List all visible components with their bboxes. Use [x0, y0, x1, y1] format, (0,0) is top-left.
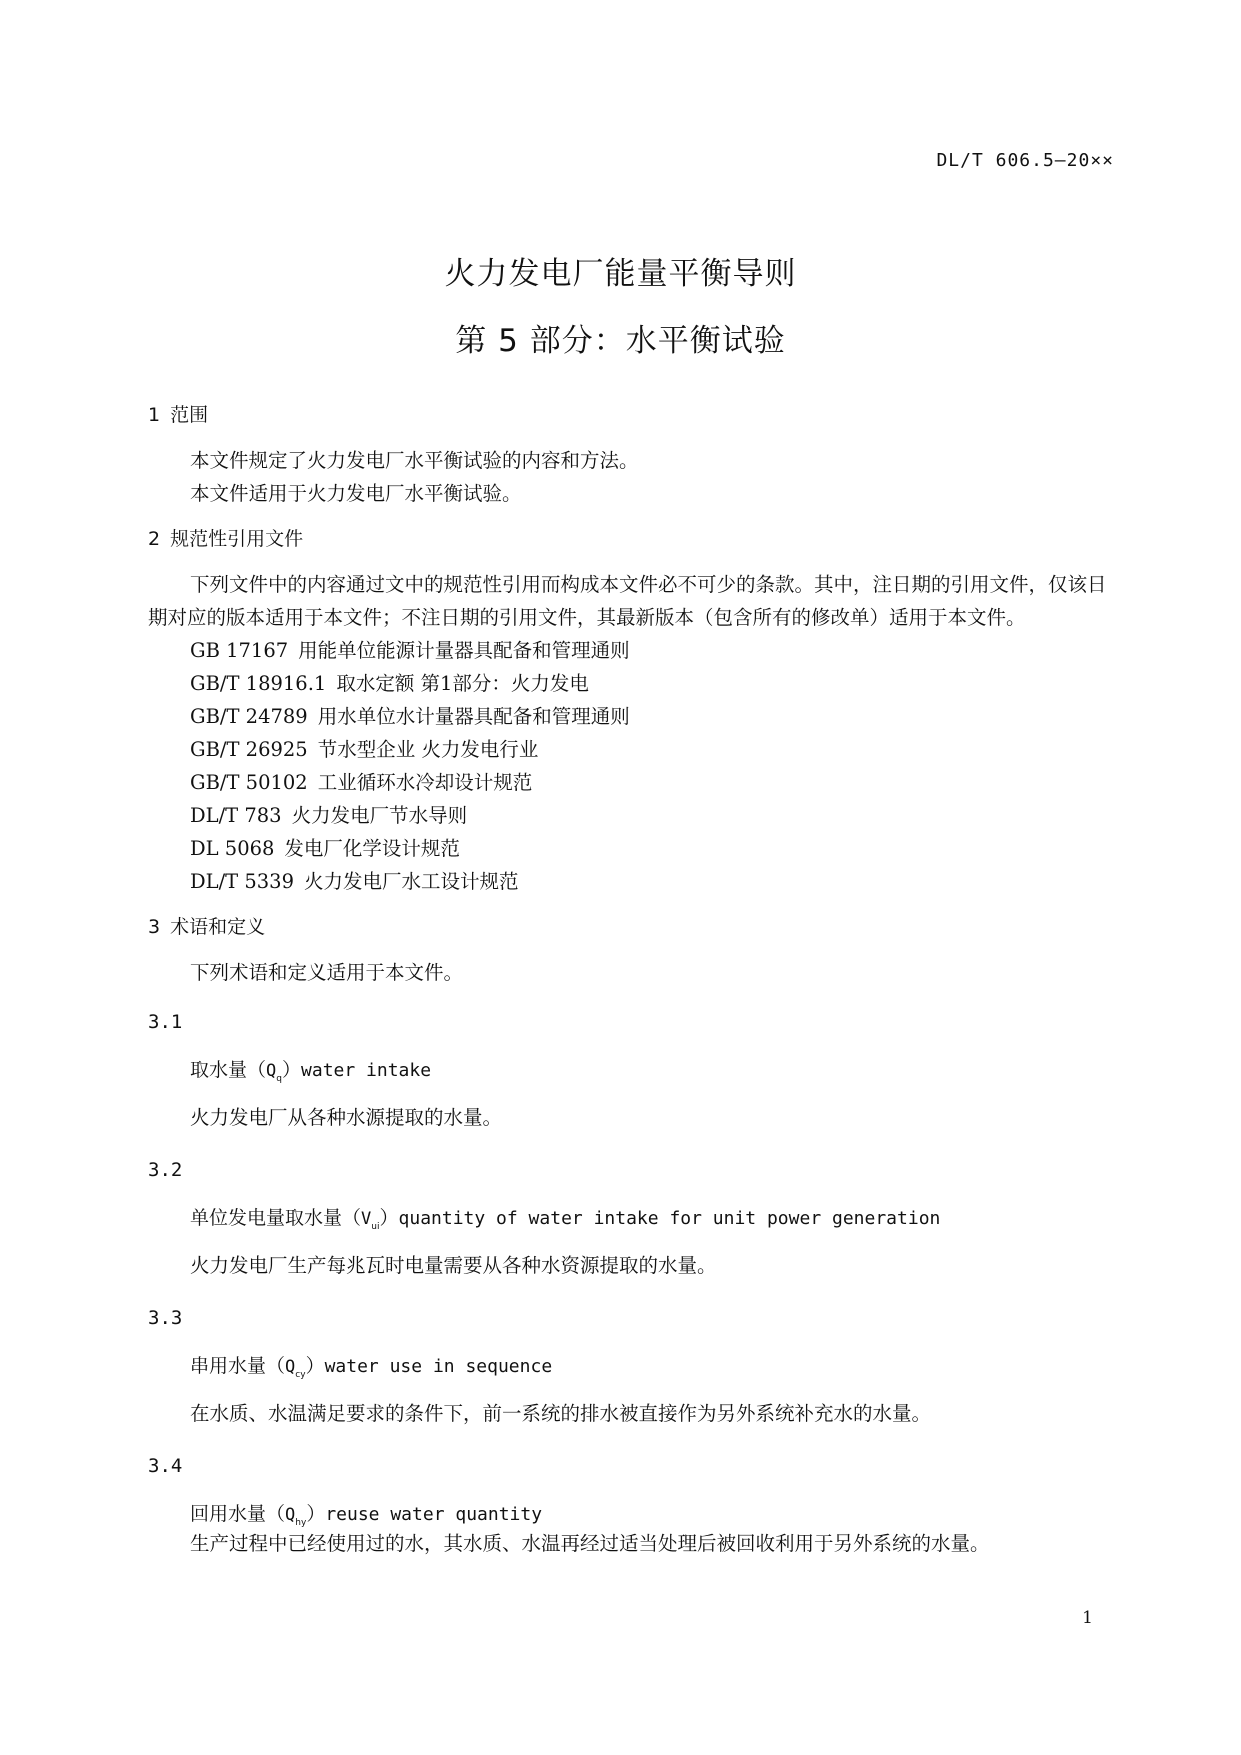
term-heading: 串用水量$(Q_{cy})water$ use in sequence: [190, 1355, 553, 1380]
page-number: 1: [1082, 1608, 1093, 1628]
term-heading: 回用水量$(Q_{hy})reuse$ water quantity: [190, 1503, 543, 1528]
term-number: 3.3: [148, 1307, 183, 1329]
reference-title: 发电厂化学设计规范: [284, 837, 460, 860]
reference-item: [148, 865, 1113, 898]
term-heading: 取水量$(Q_q)water$ intake: [190, 1059, 432, 1084]
section-title: 术语和定义: [170, 916, 266, 938]
section-number: 3: [148, 916, 161, 938]
term-symbol-subscript: hy: [295, 1517, 307, 1528]
reference-item: [148, 733, 1113, 766]
reference-code: GB 17167: [190, 639, 289, 662]
paragraph: 下列术语和定义适用于本文件。: [190, 961, 464, 984]
term-heading: 单位发电量取水量$(V_{ui})quantity$ of water intake for unit power generation: [190, 1207, 941, 1232]
reference-code: GB/T 26925: [190, 738, 308, 761]
section-heading-normative-references: [148, 522, 1113, 556]
section-number: 2: [148, 528, 161, 550]
term-chinese: 单位发电量取水量: [190, 1207, 343, 1229]
section-title: 规范性引用文件: [170, 528, 304, 550]
term-chinese: 取水量: [190, 1059, 248, 1081]
document-title: 火力发电厂能量平衡导则: [444, 256, 797, 292]
reference-title: 用水单位水计量器具配备和管理通则: [317, 705, 630, 728]
reference-title: 取水定额 第1部分：火力发电: [336, 672, 589, 695]
term-english: quantity of water intake for unit power generation: [398, 1208, 941, 1229]
term-english: reuse water quantity: [325, 1504, 543, 1525]
reference-code: DL/T 5339: [190, 870, 294, 893]
term-chinese: 串用水量: [190, 1355, 267, 1377]
reference-title: 用能单位能源计量器具配备和管理通则: [298, 639, 630, 662]
term-symbol: Q: [285, 1357, 296, 1377]
term-symbol-subscript: cy: [295, 1369, 306, 1380]
term-english: water use in sequence: [324, 1356, 553, 1377]
term-definition: 在水质、水温满足要求的条件下，前一系统的排水被直接作为另外系统补充水的水量。: [190, 1402, 932, 1425]
term-number: 3.4: [148, 1455, 183, 1477]
reference-item: [148, 832, 1113, 865]
term-symbol-subscript: ui: [371, 1221, 380, 1232]
reference-title: 火力发电厂节水导则: [291, 804, 468, 827]
term-symbol-subscript: q: [276, 1073, 282, 1084]
reference-item: [148, 700, 1113, 733]
document-body: [148, 398, 1113, 1559]
reference-title: 工业循环水冷却设计规范: [317, 771, 533, 794]
reference-title: 火力发电厂水工设计规范: [303, 870, 519, 893]
reference-code: DL 5068: [190, 837, 275, 860]
reference-item: [148, 667, 1113, 700]
term-symbol: Q: [266, 1061, 277, 1081]
document-subtitle: 第 5 部分：水平衡试验: [455, 323, 786, 359]
paragraph: 本文件适用于火力发电厂水平衡试验。: [190, 482, 522, 505]
term-number: 3.1: [148, 1011, 183, 1033]
paragraph: 本文件规定了火力发电厂水平衡试验的内容和方法。: [190, 449, 639, 472]
reference-code: GB/T 24789: [190, 705, 308, 728]
term-chinese: 回用水量: [190, 1503, 267, 1525]
term-definition: 火力发电厂生产每兆瓦时电量需要从各种水资源提取的水量。: [190, 1254, 717, 1277]
reference-item: [148, 634, 1113, 667]
reference-code: GB/T 50102: [190, 771, 308, 794]
reference-code: DL/T 783: [190, 804, 282, 827]
section-title: 范围: [170, 404, 209, 426]
reference-title: 节水型企业 火力发电行业: [317, 738, 539, 761]
reference-item: [148, 799, 1113, 832]
section-heading-scope: [148, 398, 1113, 432]
term-definition: 火力发电厂从各种水源提取的水量。: [190, 1106, 503, 1129]
section-number: 1: [148, 404, 161, 426]
term-symbol: Q: [285, 1505, 296, 1525]
paragraph: 下列文件中的内容通过文中的规范性引用而构成本文件必不可少的条款。其中，注日期的引用文件，仅该日期对应的版本适用于本文件；不注日期的引用文件，其最新版本（包含所有的修改单）适用于本文件。: [148, 573, 1107, 629]
section-heading-terms-definitions: [148, 910, 1113, 944]
term-symbol: V: [361, 1209, 372, 1229]
term-english: water intake: [301, 1060, 432, 1081]
reference-code: GB/T 18916.1: [190, 672, 327, 695]
term-number: 3.2: [148, 1159, 183, 1181]
reference-item: [148, 766, 1113, 799]
term-definition: 生产过程中已经使用过的水，其水质、水温再经过适当处理后被回收利用于另外系统的水量。: [190, 1532, 990, 1555]
document-code: DL/T 606.5—20××: [936, 150, 1114, 171]
